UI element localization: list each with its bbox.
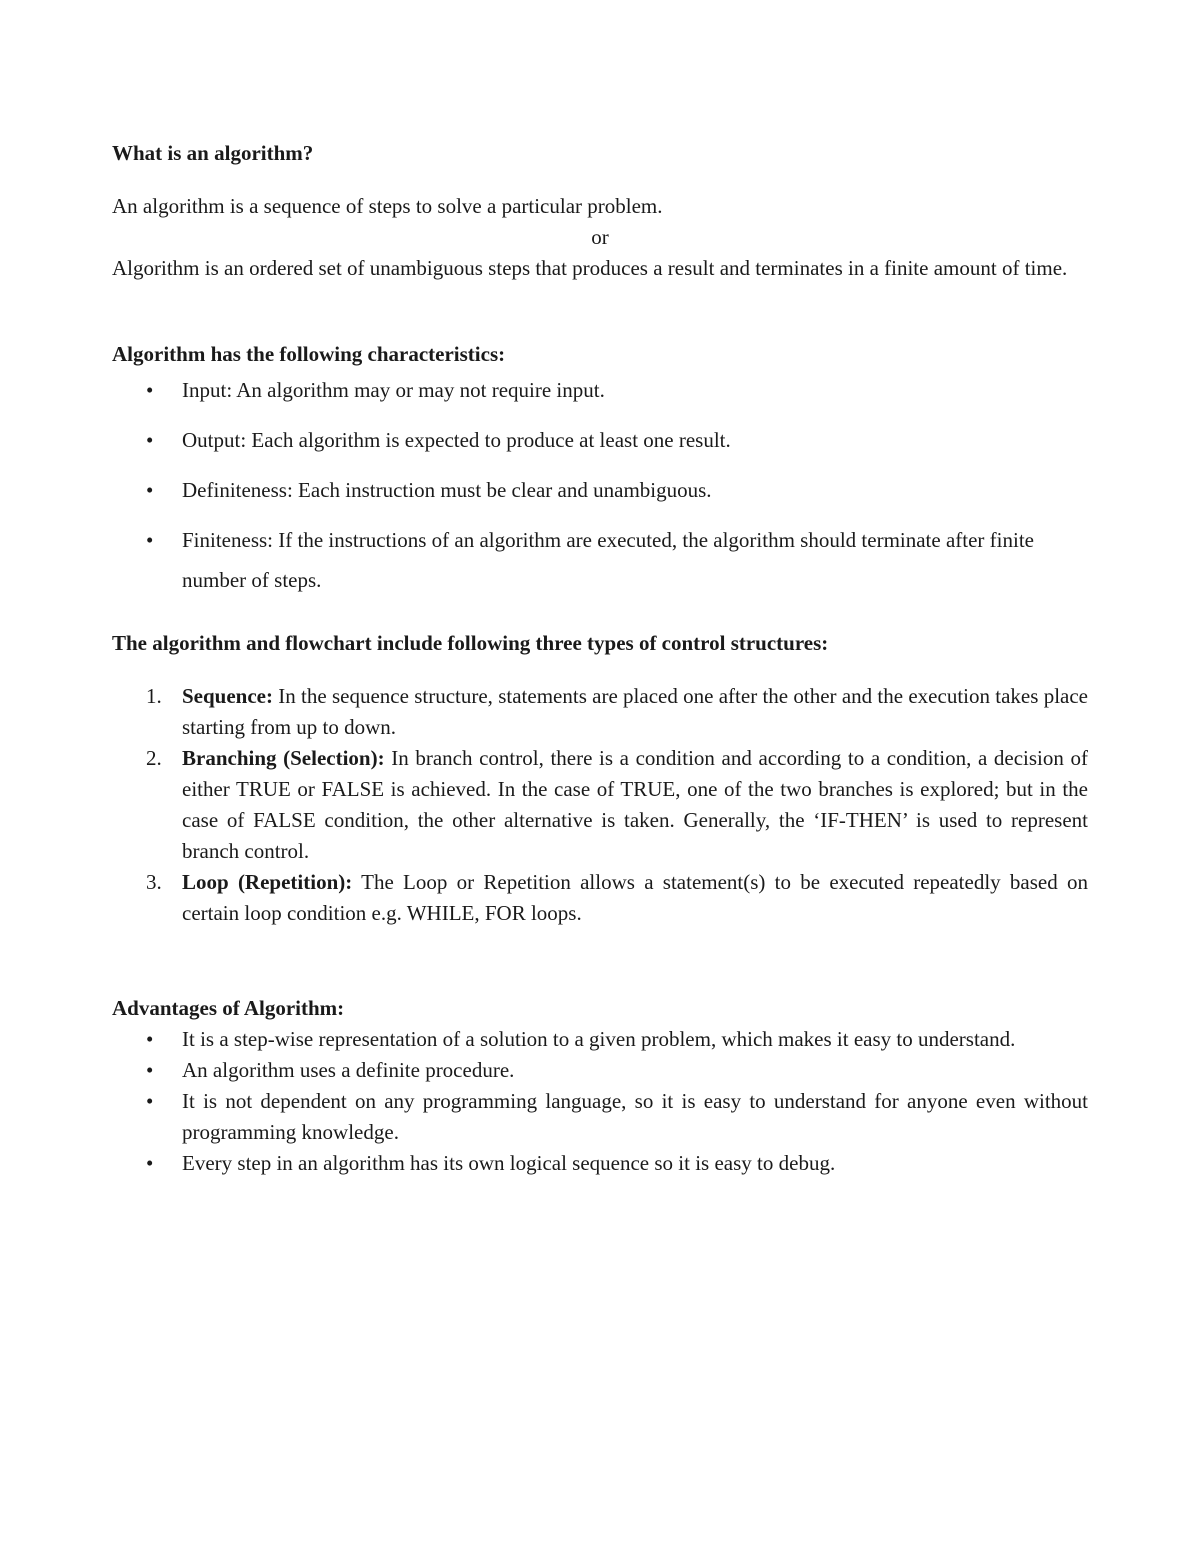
bullet-icon: • [146, 478, 154, 502]
definition-block [112, 191, 1088, 284]
list-number: 2. [146, 746, 162, 770]
list-item [112, 681, 1088, 743]
list-number: 1. [146, 684, 162, 708]
term-description: In branch control, there is a condition and according to a condition, a decision of either TRUE or FALSE is achieved. In the case of TRUE, one of the two branches is explored; but in the case of FALSE condition, the other alternative is taken. Generally, the ‘IF-THEN’ is used to represent branch control. [182, 746, 1089, 863]
list-item-text: Definiteness: Each instruction must be clear and unambiguous. [182, 478, 712, 502]
bullet-icon: • [146, 1027, 154, 1051]
definition-1: An algorithm is a sequence of steps to solve a particular problem. [112, 194, 663, 218]
list-item [112, 743, 1088, 867]
list-item [112, 1055, 1088, 1086]
or-separator: or [591, 225, 609, 249]
term-description: In the sequence structure, statements are placed one after the other and the execution takes place starting from up to down. [182, 684, 1088, 739]
list-item-text: Finiteness: If the instructions of an algorithm are executed, the algorithm should terminate after finite number of steps. [182, 528, 1034, 592]
list-item-text: Every step in an algorithm has its own logical sequence so it is easy to debug. [182, 1151, 836, 1175]
term-description: The Loop or Repetition allows a statement(s) to be executed repeatedly based on certain loop condition e.g. WHILE, FOR loops. [182, 870, 1088, 925]
list-item [112, 520, 1088, 600]
characteristics-list [112, 370, 1088, 600]
bullet-icon: • [146, 1151, 154, 1175]
list-item-text: Output: Each algorithm is expected to produce at least one result. [182, 428, 731, 452]
list-item [112, 470, 1088, 510]
term-label: Sequence: [182, 684, 273, 708]
list-item [112, 1024, 1088, 1055]
term-label: Loop (Repetition): [182, 870, 353, 894]
term-label: Branching (Selection): [182, 746, 385, 770]
list-item-text: An algorithm uses a definite procedure. [182, 1058, 515, 1082]
list-item [112, 867, 1088, 929]
bullet-icon: • [146, 1089, 154, 1113]
heading-advantages: Advantages of Algorithm: [112, 996, 345, 1020]
heading-characteristics: Algorithm has the following characteristics: [112, 342, 506, 366]
list-item-text: It is a step-wise representation of a solution to a given problem, which makes it easy to understand. [182, 1027, 1016, 1051]
bullet-icon: • [146, 428, 154, 452]
list-item [112, 1086, 1088, 1148]
list-number: 3. [146, 870, 162, 894]
bullet-icon: • [146, 528, 154, 552]
bullet-icon: • [146, 378, 154, 402]
list-item [112, 370, 1088, 410]
advantages-list [112, 1024, 1088, 1179]
bullet-icon: • [146, 1058, 154, 1082]
heading-what-is-algorithm: What is an algorithm? [112, 141, 314, 165]
list-item [112, 420, 1088, 460]
control-structures-list [112, 681, 1088, 929]
list-item [112, 1148, 1088, 1179]
list-item-text: Input: An algorithm may or may not require input. [182, 378, 605, 402]
document-page [112, 138, 1088, 1179]
list-item-text: It is not dependent on any programming language, so it is easy to understand for anyone even without programming knowledge. [182, 1089, 1088, 1144]
definition-2: Algorithm is an ordered set of unambiguous steps that produces a result and terminates in a finite amount of time. [112, 256, 1068, 280]
heading-control-structures: The algorithm and flowchart include following three types of control structures: [112, 631, 829, 655]
